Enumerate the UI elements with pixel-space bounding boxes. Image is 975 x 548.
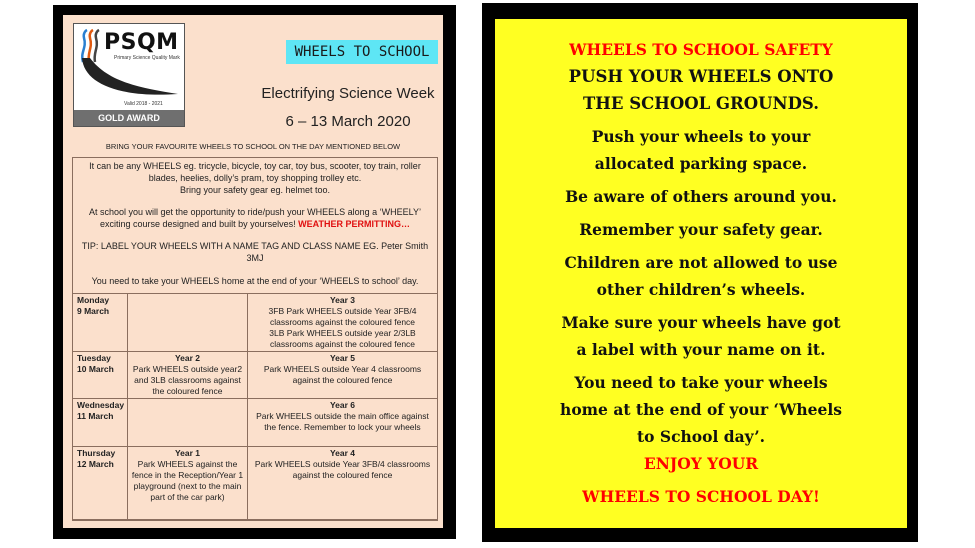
- parking-note: Park WHEELS outside Year 4 classrooms against the coloured fence: [263, 364, 422, 385]
- event-subtitle: Electrifying Science Week: [261, 85, 435, 102]
- label-tip: TIP: LABEL YOUR WHEELS WITH A NAME TAG AND CLASS NAME EG. Peter Smith 3MJ: [81, 241, 429, 263]
- day-date: 12 March: [77, 459, 114, 469]
- gold-award-label: GOLD AWARD: [74, 110, 184, 126]
- intro-line: At school you will get the opportunity to ride/push your WHEELS along a ‘WHEELY’: [89, 207, 421, 217]
- bring-heading: BRING YOUR FAVOURITE WHEELS TO SCHOOL ON THE DAY MENTIONED BELOW: [105, 142, 401, 151]
- year-label: Year 3: [329, 295, 356, 305]
- safety-line: You need to take your wheels: [574, 373, 828, 392]
- year-cell: [128, 399, 248, 447]
- safety-line: to School day’.: [636, 427, 765, 446]
- safety-line: Remember your safety gear.: [579, 220, 823, 239]
- safety-line: Push your wheels to your: [591, 127, 811, 146]
- year-label: Year 4: [329, 448, 356, 458]
- year-cell: [248, 399, 438, 447]
- table-row: [73, 447, 438, 521]
- logo-swoosh: [80, 54, 180, 102]
- parking-note: 3FB Park WHEELS outside Year 3FB/4 classrooms against the coloured fence: [268, 306, 417, 327]
- day-cell: [73, 294, 128, 352]
- intro-line: Bring your safety gear eg. helmet too.: [179, 185, 331, 195]
- year-label: Year 5: [329, 353, 356, 363]
- year-cell: [128, 294, 248, 352]
- psqm-logo: [73, 23, 185, 127]
- take-home-note: You need to take your WHEELS home at the end of your ‘WHEELS to school’ day.: [91, 276, 419, 286]
- day-cell: [73, 399, 128, 447]
- parking-note: Park WHEELS outside year2 and 3LB classrooms against the coloured fence: [132, 364, 243, 396]
- day-name: Thursday: [77, 448, 116, 458]
- day-date: 11 March: [77, 411, 114, 421]
- schedule-table: [72, 293, 438, 521]
- logo-tagline: Primary Science Quality Mark: [114, 55, 180, 61]
- year-label: Year 2: [174, 353, 201, 363]
- table-row: [73, 399, 438, 447]
- logo-valid-dates: Valid 2018 - 2021: [124, 101, 163, 107]
- day-cell: [73, 352, 128, 399]
- logo-brand: PSQM: [104, 30, 179, 55]
- right-poster: [495, 19, 907, 528]
- event-dates: 6 – 13 March 2020: [285, 113, 411, 130]
- intro-line: [77, 218, 433, 230]
- table-row: [73, 294, 438, 352]
- year-cell: [248, 294, 438, 352]
- parking-note: Park WHEELS outside the main office against the fence. Remember to lock your wheels: [256, 411, 429, 432]
- year-cell: [128, 447, 248, 521]
- day-date: 10 March: [77, 364, 114, 374]
- parking-note: Park WHEELS outside Year 3FB/4 classrooms against the coloured fence: [254, 459, 431, 480]
- safety-line: Be aware of others around you.: [565, 187, 837, 206]
- intro-line: It can be any WHEELS eg. tricycle, bicycle, toy car, toy bus, scooter, toy train, roller: [89, 161, 421, 171]
- info-box: [72, 157, 438, 520]
- year-label: Year 6: [329, 400, 356, 410]
- poster-title: WHEELS TO SCHOOL: [286, 40, 438, 64]
- intro-text-part: exciting course designed and built by yourselves!: [100, 219, 299, 229]
- intro-text: [77, 160, 433, 230]
- safety-line: other children’s wheels.: [596, 280, 806, 299]
- safety-line: Children are not allowed to use: [564, 253, 838, 272]
- weather-warning: WEATHER PERMITTING…: [298, 219, 410, 229]
- parking-note: Park WHEELS against the fence in the Reception/Year 1 playground (next to the main part of the car park): [131, 459, 244, 502]
- safety-line: PUSH YOUR WHEELS ONTO: [568, 67, 834, 86]
- safety-line: THE SCHOOL GROUNDS.: [583, 94, 819, 113]
- day-name: Tuesday: [77, 353, 111, 363]
- intro-line: blades, heelies, dolly’s pram, toy shopping trolley etc.: [148, 173, 362, 183]
- parking-note: 3LB Park WHEELS outside year 2/3LB classrooms against the coloured fence: [269, 328, 416, 349]
- closing-line: ENJOY YOUR: [643, 454, 759, 473]
- table-row: [73, 352, 438, 399]
- day-name: Monday: [77, 295, 110, 305]
- left-poster-frame: [53, 5, 456, 539]
- safety-rules: [495, 36, 907, 510]
- safety-line: Make sure your wheels have got: [561, 313, 841, 332]
- left-poster: [63, 15, 443, 528]
- safety-line: home at the end of your ‘Wheels: [560, 400, 842, 419]
- safety-line: a label with your name on it.: [576, 340, 826, 359]
- safety-title: WHEELS TO SCHOOL SAFETY: [569, 40, 833, 59]
- year-label: Year 1: [174, 448, 201, 458]
- year-cell: [128, 352, 248, 399]
- day-name: Wednesday: [77, 400, 125, 410]
- safety-line: allocated parking space.: [594, 154, 808, 173]
- closing-line: WHEELS TO SCHOOL DAY!: [582, 487, 820, 506]
- day-cell: [73, 447, 128, 521]
- right-poster-frame: [482, 3, 918, 542]
- year-cell: [248, 447, 438, 521]
- year-cell: [248, 352, 438, 399]
- day-date: 9 March: [77, 306, 110, 316]
